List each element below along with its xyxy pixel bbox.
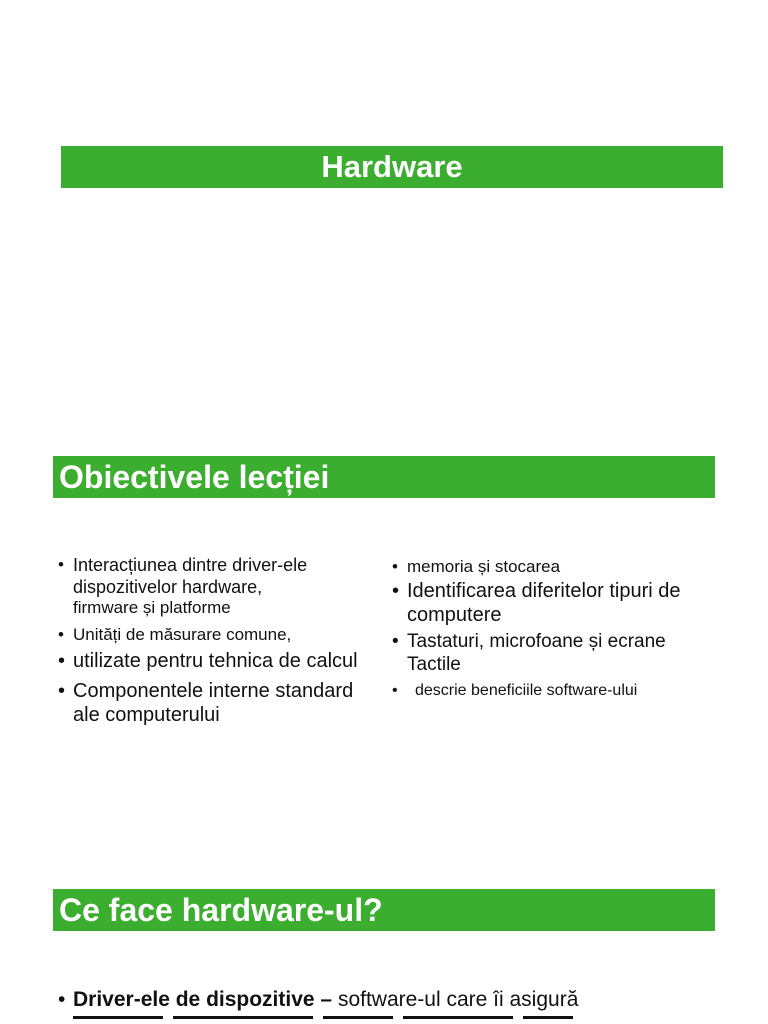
list-item-text: firmware și platforme: [73, 598, 231, 618]
text-fragment: [403, 1016, 513, 1019]
text-fragment: [323, 1016, 393, 1019]
list-item: [58, 555, 358, 598]
list-item-text: utilizate pentru tehnica de calcul: [73, 649, 358, 672]
list-item: [392, 579, 712, 627]
bullet-icon: •: [392, 681, 398, 699]
list-item: [58, 598, 358, 618]
list-item: [392, 631, 712, 677]
cut-off-text-line: [73, 1016, 593, 1024]
list-item-text: memoria și stocarea: [407, 557, 561, 576]
text-fragment: [173, 1016, 313, 1019]
bullet-icon: •: [58, 679, 66, 702]
list-item-text: Identificarea diferitelor tipuri de computere: [407, 580, 681, 627]
list-item-text: Tastaturi, microfoane și ecrane Tactile: [407, 631, 666, 676]
definition-line: [58, 987, 738, 1012]
definition-text: software-ul care îi asigură: [332, 988, 579, 1011]
list-item: [58, 649, 358, 673]
list-item: [58, 625, 358, 645]
bullet-icon: •: [58, 624, 64, 644]
list-item-text: Componentele interne standard ale computerului: [73, 679, 354, 726]
bullet-icon: •: [392, 580, 400, 603]
bullet-icon: •: [58, 988, 66, 1011]
text-fragment: [73, 1016, 163, 1019]
slide-title-bar: [61, 146, 723, 188]
section2-header-bar: [53, 889, 715, 931]
bullet-icon: •: [58, 649, 66, 672]
bullet-icon: •: [392, 557, 398, 576]
bullet-icon: •: [392, 631, 399, 653]
section2-heading: Ce face hardware-ul?: [59, 891, 383, 928]
objectives-header-bar: [53, 456, 715, 498]
objectives-left-list: [58, 555, 358, 727]
definition-term: Driver-ele de dispozitive –: [73, 988, 333, 1011]
objectives-heading: Obiectivele lecției: [59, 458, 330, 495]
slide-title: Hardware: [321, 149, 463, 184]
text-fragment: [523, 1016, 573, 1019]
list-item-text: Interacțiunea dintre driver-ele dispozitivelor hardware,: [73, 555, 308, 597]
bullet-icon: •: [58, 555, 64, 574]
list-item: [392, 681, 712, 700]
list-item-text: descrie beneficiile software-ului: [415, 681, 638, 699]
list-item: [58, 679, 358, 727]
objectives-right-list: [392, 557, 712, 700]
list-item-text: Unități de măsurare comune,: [73, 624, 292, 644]
list-item: [392, 557, 712, 577]
